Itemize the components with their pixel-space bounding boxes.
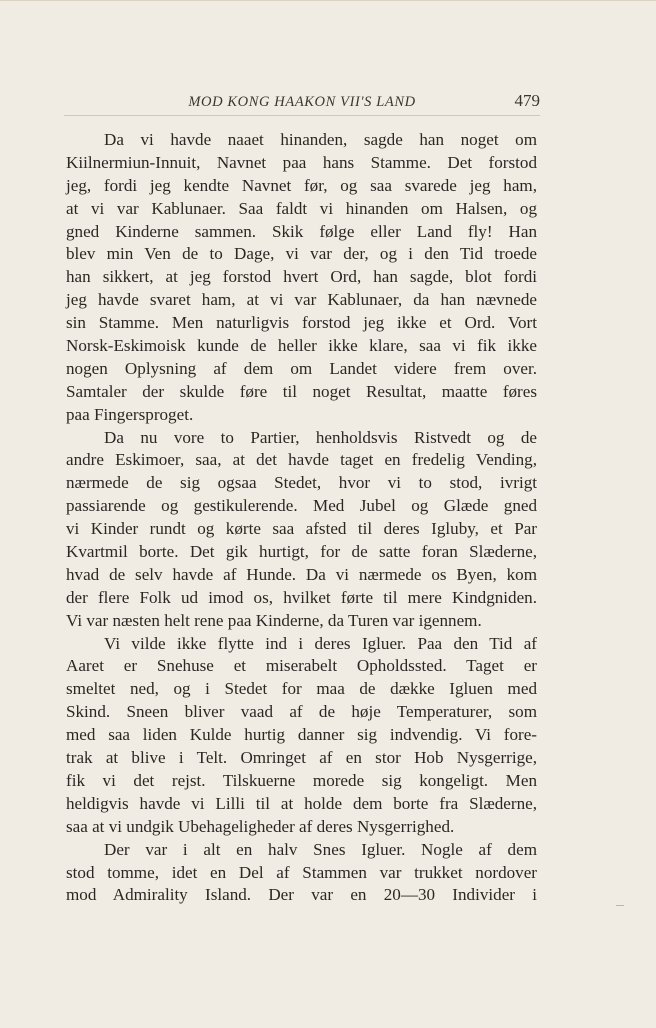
text-line: trak at blive i Telt. Omringet af en stor Hob Nysgerrige, [66,748,537,768]
text-line: vi Kinder rundt og kørte saa afsted til deres Igluby, et Par [66,519,537,539]
text-line: sin Stamme. Men naturligvis forstod jeg ikke et Ord. Vort [66,313,537,333]
header-rule [64,115,540,116]
text-line: jeg, fordi jeg kendte Navnet før, og saa svarede jeg ham, [66,175,537,195]
text-line: at vi var Kablunaer. Saa faldt vi hinanden om Halsen, og [66,198,537,218]
text-line: Aaret er Snehuse et miserabelt Opholdssted. Taget er [66,656,537,676]
text-line: Kiilnermiun-Innuit, Navnet paa hans Stamme. Det forstod [66,152,537,172]
text-line: Der var i alt en halv Snes Igluer. Nogle af dem [104,839,537,859]
text-line: Vi vilde ikke flytte ind i deres Igluer. Paa den Tid af [104,633,537,653]
text-line: gned Kinderne sammen. Skik følge eller Land fly! Han [66,221,537,241]
text-line: Kvartmil borte. Det gik hurtigt, for de satte foran Slæderne, [66,542,537,562]
running-title: MOD KONG HAAKON VII'S LAND [188,94,416,110]
text-line: saa at vi undgik Ubehageligheder af deres Nysgerrighed. [66,816,455,836]
text-line: Da vi havde naaet hinanden, sagde han noget om [104,130,537,149]
text-line: passiarende og gestikulerende. Med Jubel og Glæde gned [66,496,537,516]
text-line: hvad de selv havde af Hunde. Da vi nærmede os Byen, kom [66,564,537,584]
text-line: Skind. Sneen bliver vaad af de høje Temperaturer, som [66,702,537,722]
text-line: der flere Folk ud imod os, hvilket førte til mere Kindgniden. [66,587,537,607]
running-header [64,90,540,116]
text-line: smeltet ned, og i Stedet for maa de dække Igluen med [66,679,537,699]
text-line: Samtaler der skulde føre til noget Resultat, maatte føres [66,381,537,401]
text-line: paa Fingersproget. [66,404,194,424]
body-text [66,129,537,907]
text-line: jeg havde svaret ham, at vi var Kablunaer, da han nævnede [66,290,537,310]
text-line: nogen Oplysning af dem om Landet videre frem over. [66,358,537,378]
text-line: han sikkert, at jeg forstod hvert Ord, han sagde, blot fordi [66,267,537,287]
text-line: fik vi det rejst. Tilskuerne morede sig kongeligt. Men [66,770,537,790]
text-line: blev min Ven de to Dage, vi var der, og i den Tid troede [66,244,537,264]
margin-mark [616,905,624,906]
text-line: andre Eskimoer, saa, at det havde taget en fredelig Vending, [66,450,537,470]
text-line: stod tomme, idet en Del af Stammen var trukket nordover [66,862,537,882]
text-line: Da nu vore to Partier, henholdsvis Ristvedt og de [104,427,537,447]
text-line: med saa liden Kulde hurtig danner sig indvendig. Vi fore- [66,725,537,745]
text-line: Vi var næsten helt rene paa Kinderne, da Turen var igennem. [66,610,482,630]
text-line: heldigvis havde vi Lilli til at holde dem borte fra Slæderne, [66,793,537,813]
text-line: mod Admirality Island. Der var en 20—30 Individer i [66,885,537,905]
page-number: 479 [514,91,540,110]
text-line: nærmede de sig ogsaa Stedet, hvor vi to stod, ivrigt [66,473,537,493]
text-line: Norsk-Eskimoisk kunde de heller ikke klare, saa vi fik ikke [66,336,537,356]
